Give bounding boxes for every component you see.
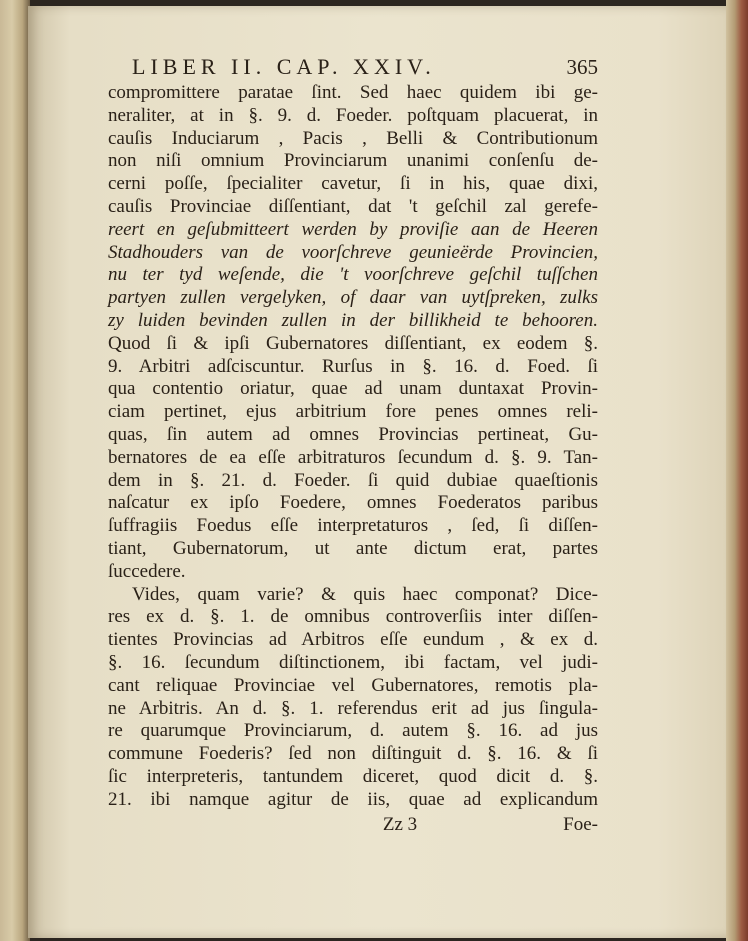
book-page (28, 6, 728, 938)
text-line: §. 16. ſecundum diſtinctionem, ibi factam, vel judi- (108, 651, 598, 673)
text-line: quas, ſin autem ad omnes Provincias pertineat, Gu- (108, 423, 598, 445)
text-line: cauſis Provinciae diſſentiant, dat 't geſchil zal gerefe- (108, 195, 598, 217)
running-title: LIBER II. CAP. XXIV. (132, 54, 436, 79)
text-line-dutch: zy luiden bevinden zullen in der billikheid te behooren. (108, 309, 598, 331)
text-line: ſuffragiis Foedus eſſe interpretaturos , ſed, ſi diſſen- (108, 515, 598, 537)
text-line: dem in §. 21. d. Foeder. ſi quid dubiae quaeſtionis (108, 469, 598, 491)
text-line: ciam pertinet, ejus arbitrium fore penes omnes reli- (108, 401, 598, 423)
text-line: non niſi omnium Provinciarum unanimi conſenſu de- (108, 150, 598, 172)
text-line: commune Foederis? ſed non diſtinguit d. §. 16. & ſi (108, 743, 598, 765)
text-line: ne Arbitris. An d. §. 1. referendus erit ad jus ſingula- (108, 697, 598, 719)
text-line: ſuccedere. (108, 560, 186, 582)
text-line: naſcatur ex ipſo Foedere, omnes Foederatos paribus (108, 492, 598, 514)
text-line: cerni poſſe, ſpecialiter cavetur, ſi in his, quae dixi, (108, 173, 598, 195)
text-line: cauſis Induciarum , Pacis , Belli & Contributionum (108, 127, 598, 149)
right-page-edge (726, 0, 748, 941)
text-line: 21. ibi namque agitur de iis, quae ad explicandum (108, 788, 598, 810)
text-line: tientes Provincias ad Arbitros eſſe eundum , & ex d. (108, 629, 598, 651)
signature-mark: Zz 3 (382, 813, 418, 835)
text-line: Vides, quam varie? & quis haec componat? Dice- (132, 583, 598, 605)
page-text-block (108, 54, 598, 836)
text-line: 9. Arbitri adſciscuntur. Rurſus in §. 16. d. Foed. ſi (108, 355, 598, 377)
page-number: 365 (566, 55, 598, 79)
page-header (108, 54, 598, 80)
text-line-dutch: nu ter tyd weſende, die 't voorſchreve geſchil tuſſchen (108, 264, 598, 286)
text-line: tiant, Gubernatorum, ut ante dictum erat, partes (108, 537, 598, 559)
page-footer (108, 814, 598, 836)
text-line: compromittere paratae ſint. Sed haec quidem ibi ge- (108, 82, 598, 103)
text-line: neraliter, at in §. 9. d. Foeder. poſtquam placuerat, in (108, 104, 598, 126)
left-page-edge (0, 0, 30, 941)
catchword: Foe- (563, 813, 598, 835)
text-line: re quarumque Provinciarum, d. autem §. 16. ad jus (108, 720, 598, 742)
text-line-dutch: reert en geſubmitteert werden by proviſie aan de Heeren (108, 218, 598, 240)
text-line: Quod ſi & ipſi Gubernatores diſſentiant, ex eodem §. (108, 332, 598, 354)
text-line: cant reliquae Provinciae vel Gubernatores, remotis pla- (108, 674, 598, 696)
text-line: qua contentio oriatur, quae ad unam duntaxat Provin- (108, 378, 598, 400)
text-line: bernatores de ea eſſe arbitraturos ſecundum d. §. 9. Tan- (108, 446, 598, 468)
text-line-dutch: partyen zullen vergelyken, of daar van uytſpreken, zulks (108, 287, 598, 309)
text-line: ſic interpreteris, tantundem diceret, quod dicit d. §. (108, 765, 598, 787)
text-line-dutch: Stadhouders van de voorſchreve geunieërde Provincien, (108, 241, 598, 263)
text-line: res ex d. §. 1. de omnibus controverſiis inter diſſen- (108, 606, 598, 628)
